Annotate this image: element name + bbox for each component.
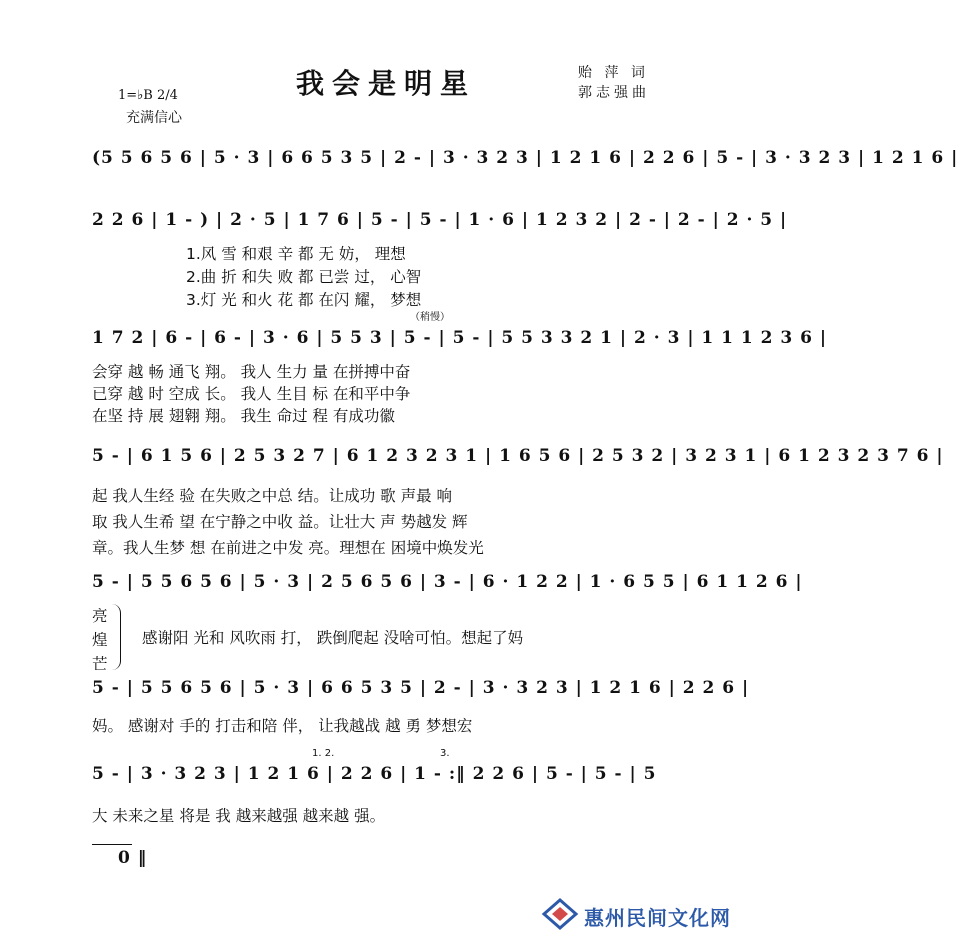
final-line bbox=[92, 844, 132, 845]
notation-system-5: 5 - | 5 5 6 5 6 | 5 · 3 | 2 5 6 5 6 | 3 - | 6 · 1 2 2 | 1 · 6 5 5 | 6 1 1 2 6 | bbox=[92, 572, 803, 592]
lyric-verse3-line2: 在坚 持 展 翅翱 翔。 我生 命过 程 有成功徽 bbox=[92, 407, 395, 425]
lyric-chorus-line1: 感谢阳 光和 风吹雨 打， 跌倒爬起 没啥可怕。想起了妈 bbox=[142, 629, 524, 647]
composer-credit: 郭志强曲 bbox=[578, 85, 650, 101]
tempo-marking: 充满信心 bbox=[126, 110, 182, 126]
key-signature: 1=♭B 2/4 bbox=[118, 88, 178, 103]
lyric-end-verse2: 煌 bbox=[92, 631, 108, 649]
lyric-verse1-line2: 会穿 越 畅 通飞 翔。 我人 生力 量 在拼搏中奋 bbox=[92, 363, 411, 381]
lyric-verse3-line1: 3.灯 光 和火 花 都 在闪 耀， 梦想 bbox=[186, 291, 422, 309]
notation-system-4: 5 - | 6 1 5 6 | 2 5 3 2 7 | 6 1 2 3 2 3 1 | 1 6 5 6 | 2 5 3 2 | 3 2 3 1 | 6 1 2 3 2 3 7 6 | bbox=[92, 446, 944, 466]
lyric-verse3-line3: 章。我人生梦 想 在前进之中发 亮。理想在 困境中焕发光 bbox=[92, 539, 484, 557]
lyric-end-verse1: 亮 bbox=[92, 607, 108, 625]
lyric-verse2-line1: 2.曲 折 和失 败 都 已尝 过， 心智 bbox=[186, 268, 422, 286]
song-title: 我会是明星 bbox=[296, 67, 477, 100]
ending-1-2-mark: 1. 2. bbox=[312, 748, 335, 759]
lyric-verse2-line3: 取 我人生希 望 在宁静之中收 益。让壮大 声 势越发 辉 bbox=[92, 513, 468, 531]
site-logo-icon bbox=[542, 898, 578, 932]
lyric-verse1-line1: 1.风 雪 和艰 辛 都 无 妨， 理想 bbox=[186, 245, 406, 263]
lyric-end-verse3: 芒 bbox=[92, 655, 108, 673]
lyric-chorus-line3: 大 未来之星 将是 我 越来越强 越来越 强。 bbox=[92, 807, 386, 825]
notation-system-2: 2 2 6 | 1 - ) | 2 · 5 | 1 7 6 | 5 - | 5 - | 1 · 6 | 1 2 3 2 | 2 - | 2 - | 2 · 5 | bbox=[92, 210, 788, 230]
notation-system-8: 0 ‖ bbox=[118, 848, 148, 868]
lyric-verse1-line3: 起 我人生经 验 在失败之中总 结。让成功 歌 声最 响 bbox=[92, 487, 452, 505]
verse-bracket bbox=[112, 604, 121, 670]
slower-mark: （稍慢） bbox=[410, 312, 450, 323]
notation-system-1: (5 5 6 5 6 | 5 · 3 | 6 6 5 3 5 | 2 - | 3 · 3 2 3 | 1 2 1 6 | 2 2 6 | 5 - | 3 · 3 2 3 | 1 2 1 6 | bbox=[92, 148, 958, 168]
lyric-verse2-line2: 已穿 越 时 空成 长。 我人 生目 标 在和平中争 bbox=[92, 385, 411, 403]
notation-system-6: 5 - | 5 5 6 5 6 | 5 · 3 | 6 6 5 3 5 | 2 - | 3 · 3 2 3 | 1 2 1 6 | 2 2 6 | bbox=[92, 678, 750, 698]
lyric-chorus-line2: 妈。 感谢对 手的 打击和陪 伴， 让我越战 越 勇 梦想宏 bbox=[92, 717, 473, 735]
notation-system-7: 5 - | 3 · 3 2 3 | 1 2 1 6 | 2 2 6 | 1 - :‖ 2 2 6 | 5 - | 5 - | 5 bbox=[92, 764, 657, 784]
watermark-text: 惠州民间文化网 bbox=[584, 906, 731, 930]
ending-3-mark: 3. bbox=[440, 748, 450, 759]
notation-system-3: 1 7 2 | 6 - | 6 - | 3 · 6 | 5 5 3 | 5 - | 5 - | 5 5 3 3 2 1 | 2 · 3 | 1 1 1 2 3 6 | bbox=[92, 328, 828, 348]
lyricist-credit: 贻 萍 词 bbox=[578, 65, 649, 81]
